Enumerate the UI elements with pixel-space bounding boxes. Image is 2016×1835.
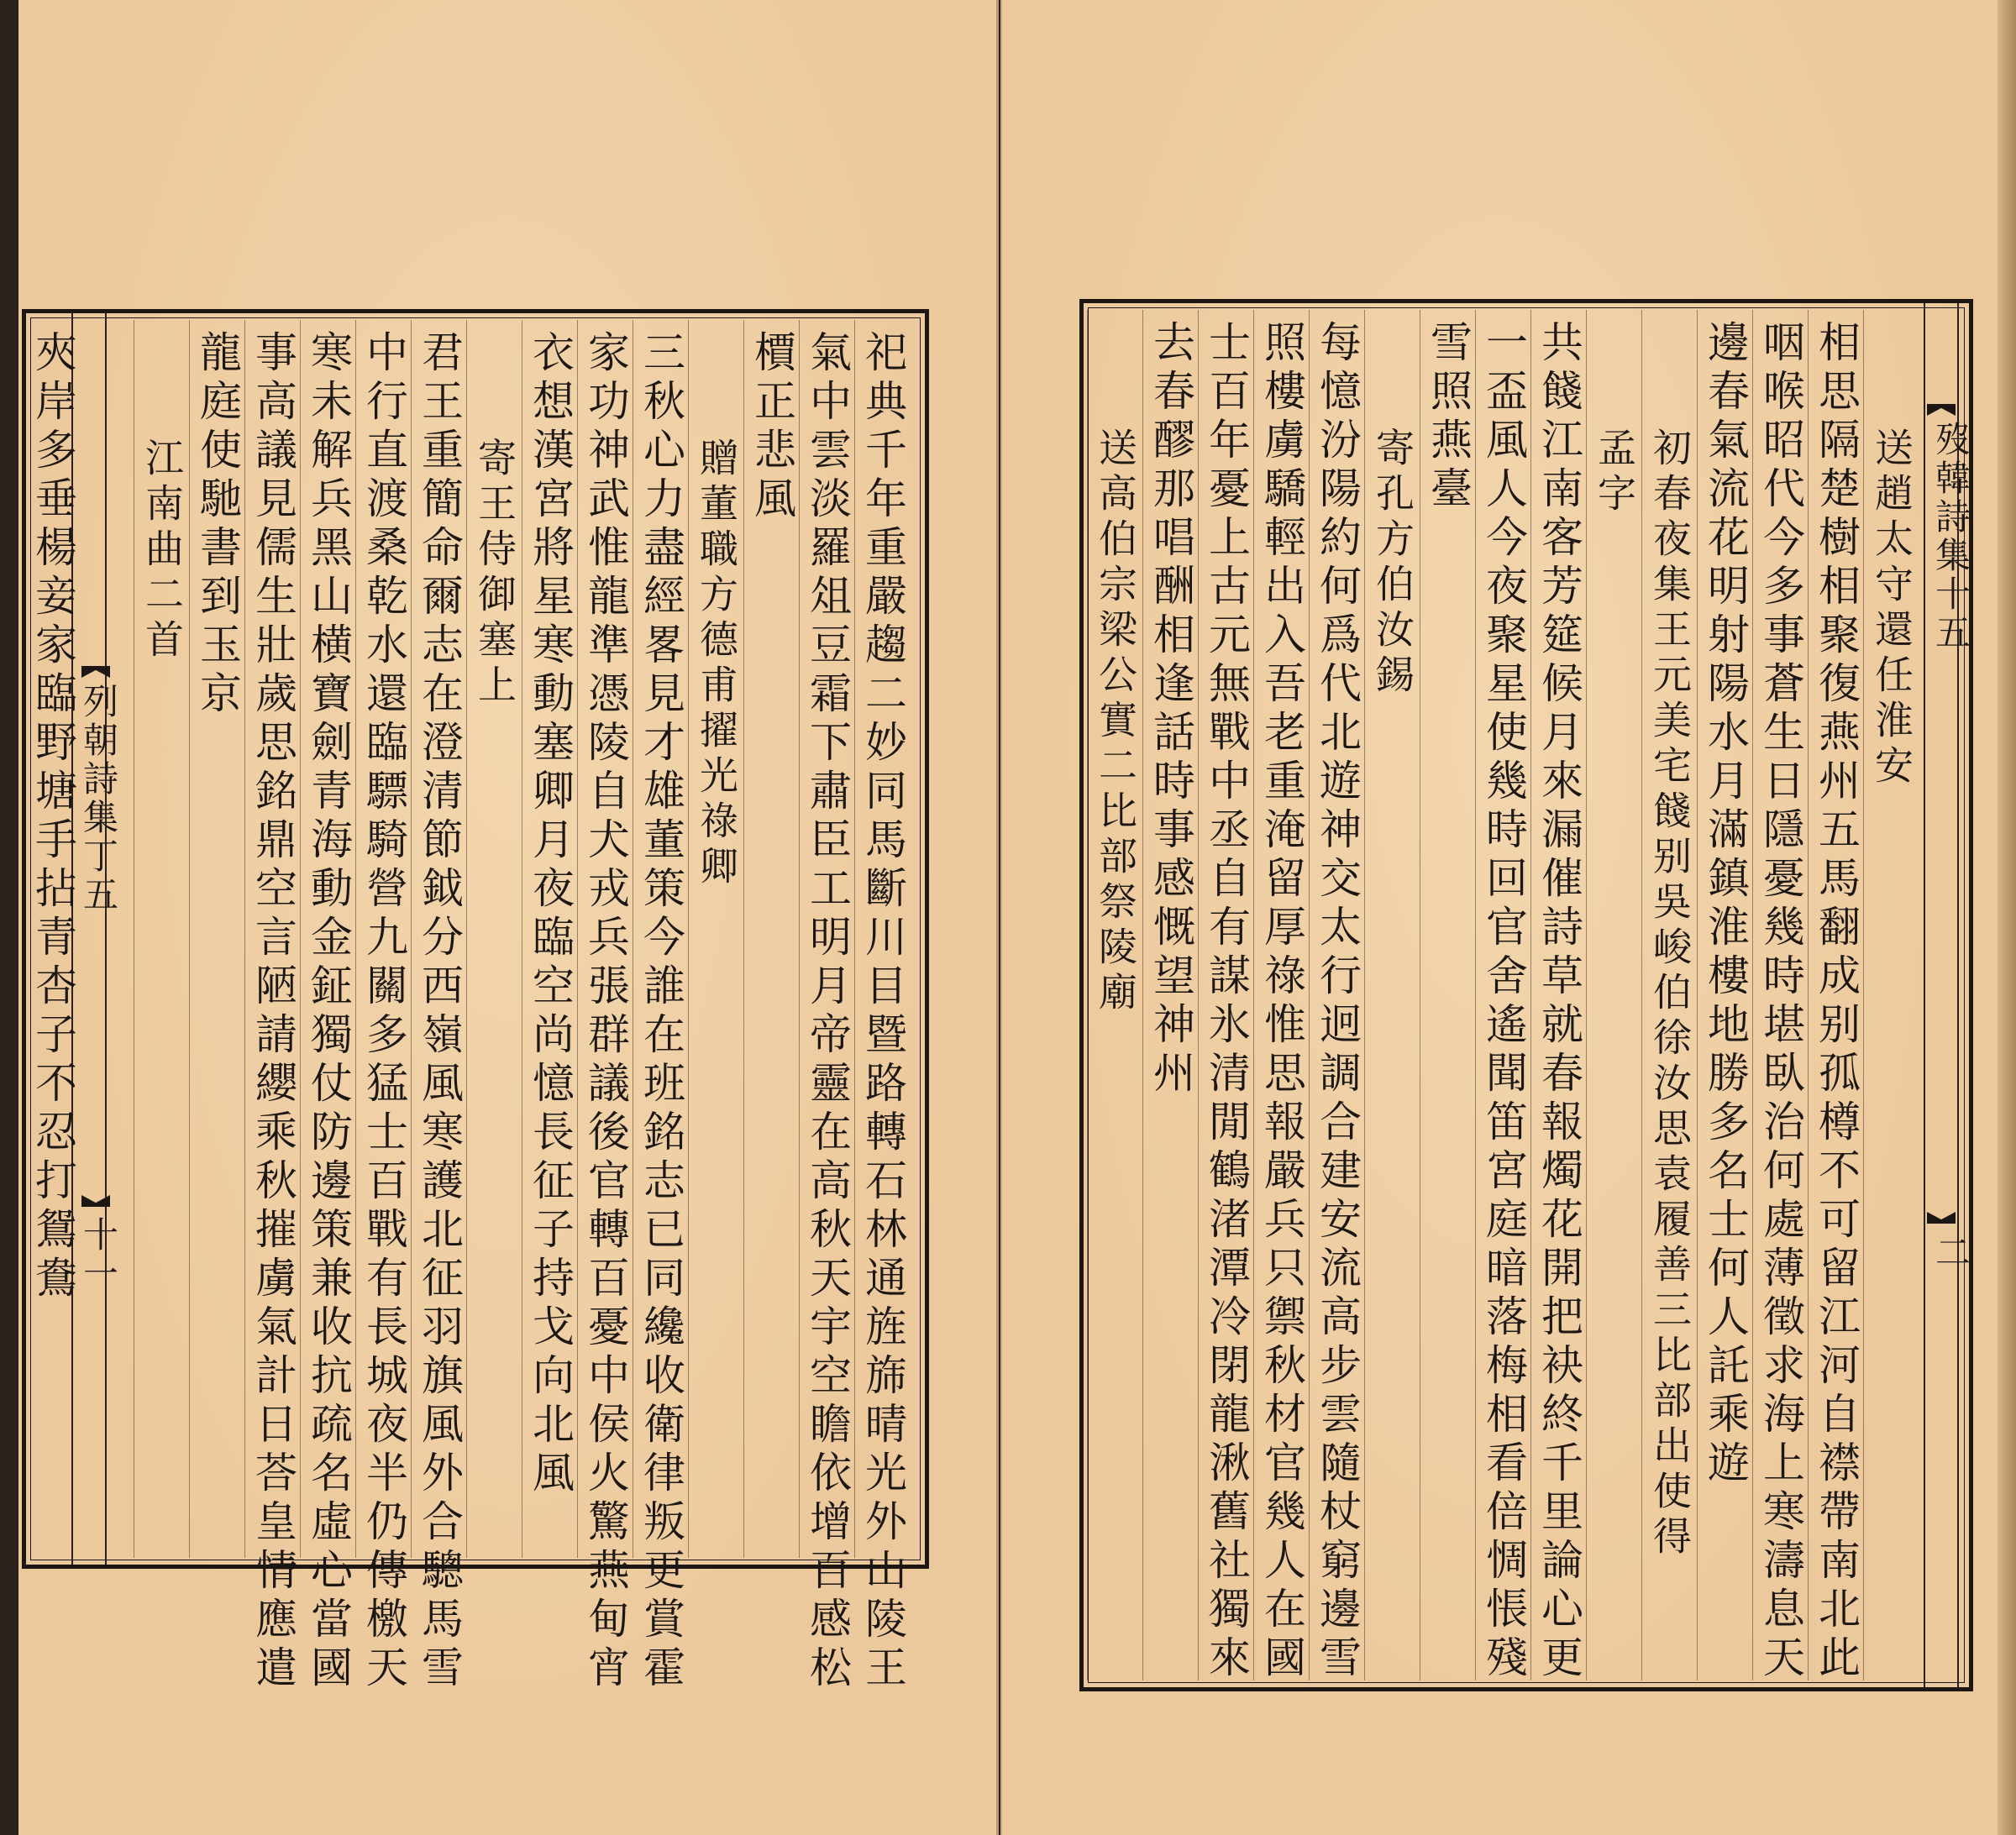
column-rule (244, 320, 245, 1558)
text-column: 共餞江南客芳筵候月來漏催詩草就春報燭花開把袂終千里論心更 (1535, 320, 1583, 1684)
poem-title: 送高伯宗梁公實二比部祭陵廟 (1093, 427, 1138, 1017)
text-column: 氣中雲淡羅俎豆霜下肅臣工明月帝靈在高秋天宇空瞻依增百感松 (803, 330, 852, 1694)
text-column: 雪照燕臺 (1424, 320, 1473, 515)
column-rule (411, 320, 412, 1558)
column-rule (688, 320, 689, 1558)
column-rule (1697, 310, 1698, 1680)
text-column: 三秋心力盡經畧見才雄董策今誰在班銘志已同纔收衛律叛更賞霍 (637, 330, 685, 1694)
text-column: 檟正悲風 (748, 330, 796, 525)
column-rule (355, 320, 356, 1558)
poem-title: 初春夜集王元美宅餞别吳峻伯徐汝思袁履善三比部出使得 (1647, 427, 1693, 1561)
poem-title: 江南曲二首 (139, 438, 185, 664)
banxin-page-number: 十一 (78, 1216, 119, 1293)
banxin-page-number: 二 (1930, 1234, 1971, 1272)
column-rule (799, 320, 800, 1558)
poem-title: 孟字 (1592, 427, 1637, 518)
book-edge (1998, 0, 2016, 1835)
poem-title: 寄孔方伯汝錫 (1370, 427, 1415, 700)
column-rule (1475, 310, 1476, 1680)
right-page (1000, 0, 1999, 1835)
banxin-title: 列朝詩集丁五 (78, 683, 119, 915)
banxin-title: 歿韓詩集十五 (1930, 421, 1971, 653)
column-rule (1641, 310, 1642, 1680)
text-column: 每憶汾陽約何爲代北遊神交太行迥調合建安流高步雲隨杖窮邊雪 (1313, 320, 1362, 1684)
text-column: 祀典千年重嚴趨二妙同馬斷川目暨路轉石林通旌旆晴光外山陵王 (858, 330, 907, 1694)
text-column: 龍庭使馳書到玉京 (193, 330, 242, 720)
column-rule (1087, 310, 1088, 1680)
fish-tail-ornament-icon (1927, 404, 1956, 416)
column-rule (1309, 310, 1310, 1680)
column-rule (466, 320, 467, 1558)
column-rule (1142, 310, 1143, 1680)
poem-title: 贈董職方德甫擢光祿卿 (694, 438, 739, 891)
text-column: 咽喉昭代今多事蒼生日隱憂幾時堪臥治何處薄徵求海上寒濤息天 (1756, 320, 1805, 1684)
column-rule (189, 320, 190, 1558)
text-column: 事高議見儒生壯歲思銘鼎空言陋請纓乘秋摧虜氣計日荅皇情應遣 (249, 330, 297, 1694)
column-rule (24, 320, 25, 1558)
text-column: 照樓虜驕輕出入吾老重淹留厚祿惟思報嚴兵只禦秋材官幾人在國 (1257, 320, 1306, 1684)
column-rule (1808, 310, 1809, 1680)
column-rule (300, 320, 301, 1558)
text-column: 中行直渡桑乾水還臨驃騎營九關多猛士百戰有長城夜半仍傳檄天 (360, 330, 408, 1694)
text-column: 衣想漢宮將星寒動塞卿月夜臨空尚憶長征子持戈向北風 (526, 330, 575, 1499)
column-rule (743, 320, 744, 1558)
column-rule (1530, 310, 1531, 1680)
text-column: 君王重簡命爾志在澄清節鉞分西嶺風寒護北征羽旗風外合驄馬雪 (415, 330, 464, 1694)
text-column: 寒未解兵黑山横寶劍青海動金鉦獨仗防邊策兼收抗疏名虛心當國 (304, 330, 353, 1694)
text-column: 夾岸多垂楊妾家臨野塘手拈青杏子不忍打鴛鴦 (29, 330, 77, 1304)
right-page-frame (1079, 299, 1973, 1691)
banxin-rule (105, 313, 107, 1565)
column-rule (1863, 310, 1864, 1680)
column-rule (577, 320, 578, 1558)
column-rule (854, 320, 855, 1558)
column-rule (1364, 310, 1365, 1680)
text-column: 家功神武惟龍準憑陵自犬戎兵張群議後官轉百憂中侯火驚燕甸宵 (581, 330, 630, 1694)
text-column: 邊春氣流花明射陽水月滿鎮淮樓地勝多名士何人託乘遊 (1701, 320, 1750, 1489)
text-column: 相思隔楚樹相聚復燕州五馬翻成别孤樽不可留江河自襟帶南北此 (1812, 320, 1861, 1684)
poem-title: 送趙太守還任淮安 (1869, 427, 1914, 790)
left-page-frame (22, 309, 929, 1694)
column-rule (1752, 310, 1753, 1680)
column-rule (1198, 310, 1199, 1680)
text-column: 士百年憂上古元無戰中丞自有謀氷清閒鶴渚潭冷閉龍湫舊社獨來 (1202, 320, 1251, 1684)
poem-title: 寄王侍御塞上 (472, 438, 517, 710)
text-column: 去春醪那唱酬相逢話時事感慨望神州 (1147, 320, 1195, 1099)
column-rule (1586, 310, 1587, 1680)
text-column: 一盃風人今夜聚星使幾時回官舍遙聞笛宮庭暗落梅相看倍惆悵殘 (1479, 320, 1528, 1684)
fish-tail-ornament-icon (1927, 1212, 1956, 1224)
left-page (18, 0, 999, 1835)
column-rule (1253, 310, 1254, 1680)
